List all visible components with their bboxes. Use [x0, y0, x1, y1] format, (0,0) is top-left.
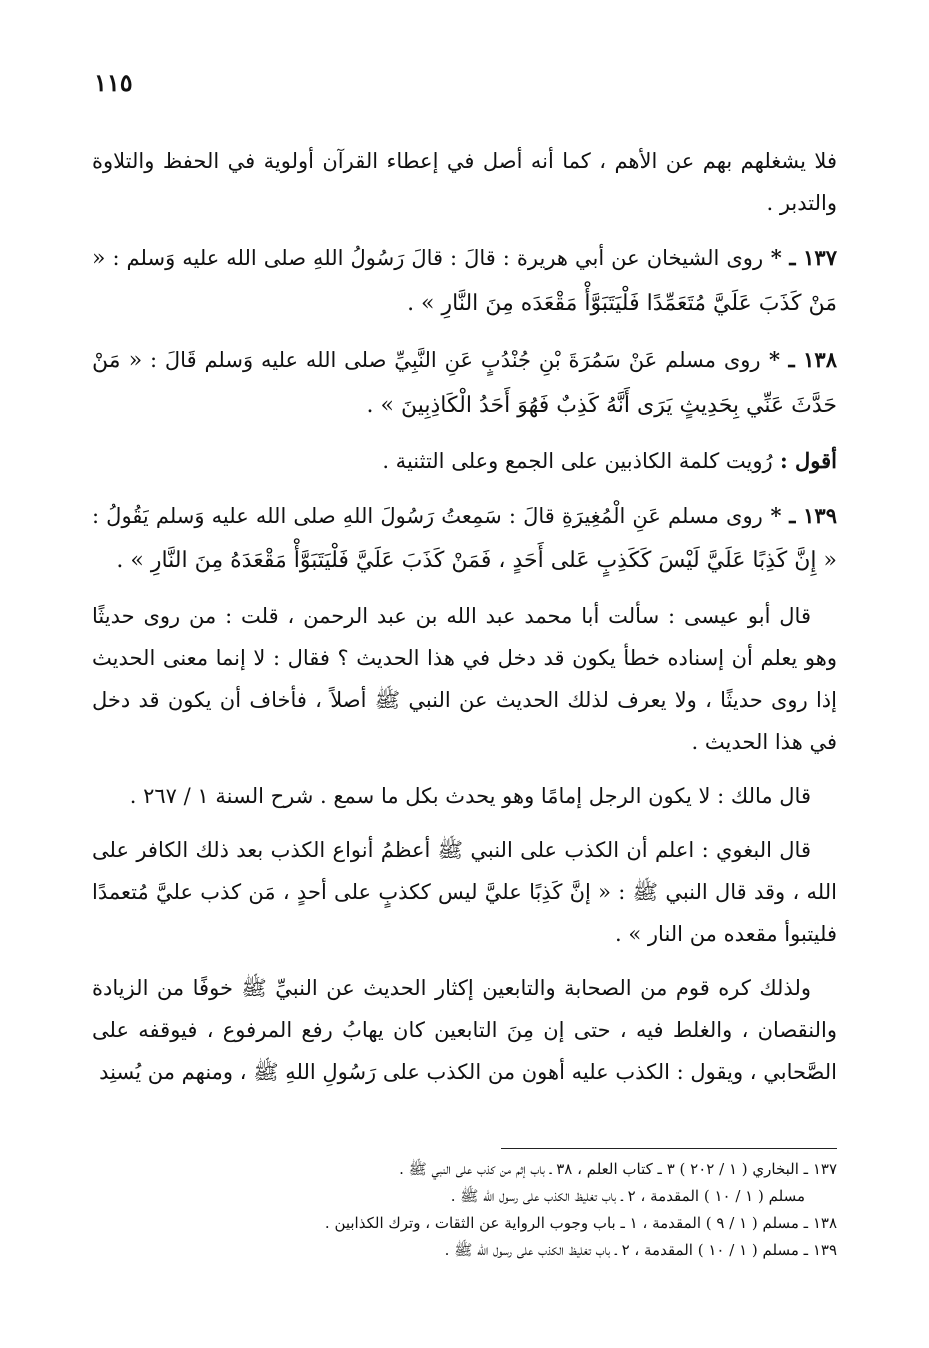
hadith-intro: روى مسلم عَنِ الْمُغِيرَةِ قالَ : سَمِعتُ رَسُولَ اللهِ صلى الله عليه وَسلم يَقُولُ :: [92, 504, 763, 528]
hadith-quote: « مَنْ حَدَّثَ عَنِّي بِحَدِيثٍ يَرَى أَنَّهُ كَذِبٌ فَهُوَ أَحَدُ الْكَاذِبِينَ » .: [92, 348, 837, 418]
paragraph-abu-isa: قال أبو عيسى : سألت أبا محمد عبد الله بن عبد الرحمن ، قلت : من روى حديثًا وهو يعلم أن إسناده خطأ يكون قد دخل في هذا الحديث ؟ فقال : لا إنما معنى الحديث إذا روى حديثًا ، ولا يعرف لذلك الحديث عن النبي ﷺ أصلاً ، فأخاف أن يكون قد دخل في هذا الحديث .: [92, 604, 837, 754]
aqul-text: رُويت كلمة الكاذبين على الجمع وعلى التثنية .: [382, 449, 773, 473]
paragraph-aqul: [92, 440, 837, 482]
hadith-intro: روى مسلم عَنْ سَمُرَةَ بْنِ جُنْدُبٍ عَنِ النَّبِيِّ صلى الله عليه وَسلم قَالَ :: [142, 348, 761, 372]
hadith-139: [92, 494, 837, 583]
hadith-137: [92, 236, 837, 326]
paragraph-intro: فلا يشغلهم بهم عن الأهم ، كما أنه أصل في إعطاء القرآن أولوية في الحفظ والتلاوة والتدبر .: [92, 149, 837, 215]
aqul-label: أقول :: [772, 448, 837, 473]
hadith-quote: « إِنَّ كَذِبًا عَلَيَّ لَيْسَ كَكَذِبٍ عَلى أَحَدٍ ، فَمَنْ كَذَبَ عَلَيَّ فَلْيَتَبَوَّأْ مَقْعَدَهُ مِنَ النَّارِ » .: [116, 548, 837, 573]
paragraph-malik: قال مالك : لا يكون الرجل إمامًا وهو يحدث بكل ما سمع . شرح السنة ١ / ٢٦٧ .: [129, 784, 811, 808]
paragraph-baghawi: قال البغوي : اعلم أن الكذب على النبي ﷺ أعظمُ أنواع الكذب بعد ذلك الكافر على الله ، وقد قال النبي ﷺ : « إنَّ كَذِبًا عليَّ ليس ككذبٍ على أحدٍ ، مَن كذب عليَّ مُتعمدًا فليتبوأ مقعده من النار » .: [92, 838, 837, 946]
main-text: [92, 140, 837, 1105]
footnotes: [92, 1156, 837, 1264]
footnote-divider: [501, 1148, 837, 1149]
hadith-number: ١٣٩ ـ *: [762, 503, 837, 528]
paragraph-walidhalik: ولذلك كره قوم من الصحابة والتابعين إكثار الحديث عن النبيِّ ﷺ خوفًا من الزيادة والنقصان ، والغلط فيه ، حتى إن مِنَ التابعين كان يهابُ رفع المرفوع ، فيوقفه على الصَّحابي ، ويقول : الكذب عليه أهون من الكذب على رَسُولِ اللهِ ﷺ ، ومنهم من يُسنِد: [92, 976, 837, 1084]
hadith-number: ١٣٨ ـ *: [760, 347, 837, 372]
page-number: ١١٥: [94, 68, 133, 97]
footnote-139: ١٣٩ ـ مسلم ( ١ / ١٠ ) المقدمة ، ٢ ـ باب تغليظ الكذب على رسول الله ﷺ .: [444, 1241, 837, 1259]
footnote-137: ١٣٧ ـ البخاري ( ١ / ٢٠٢ ) ٣ ـ كتاب العلم ، ٣٨ ـ باب إثم من كذب على النبي ﷺ .: [399, 1160, 837, 1178]
footnote-138: ١٣٨ ـ مسلم ( ١ / ٩ ) المقدمة ، ١ ـ باب وجوب الرواية عن الثقات ، وترك الكذابين .: [324, 1214, 837, 1232]
hadith-number: ١٣٧ ـ *: [763, 245, 837, 270]
hadith-quote: « مَنْ كَذَبَ عَلَيَّ مُتَعَمِّدًا فَلْيَتَبَوَّأْ مَقْعَدَه مِنَ النَّارِ » .: [92, 246, 837, 316]
hadith-intro: روى الشيخان عن أبي هريرة : قالَ : قالَ رَسُولُ اللهِ صلى الله عليه وَسلم :: [105, 246, 764, 270]
hadith-138: [92, 338, 837, 428]
footnote-137-continued: مسلم ( ١ / ١٠ ) المقدمة ، ٢ ـ باب تغليظ الكذب على رسول الله ﷺ .: [450, 1187, 805, 1205]
